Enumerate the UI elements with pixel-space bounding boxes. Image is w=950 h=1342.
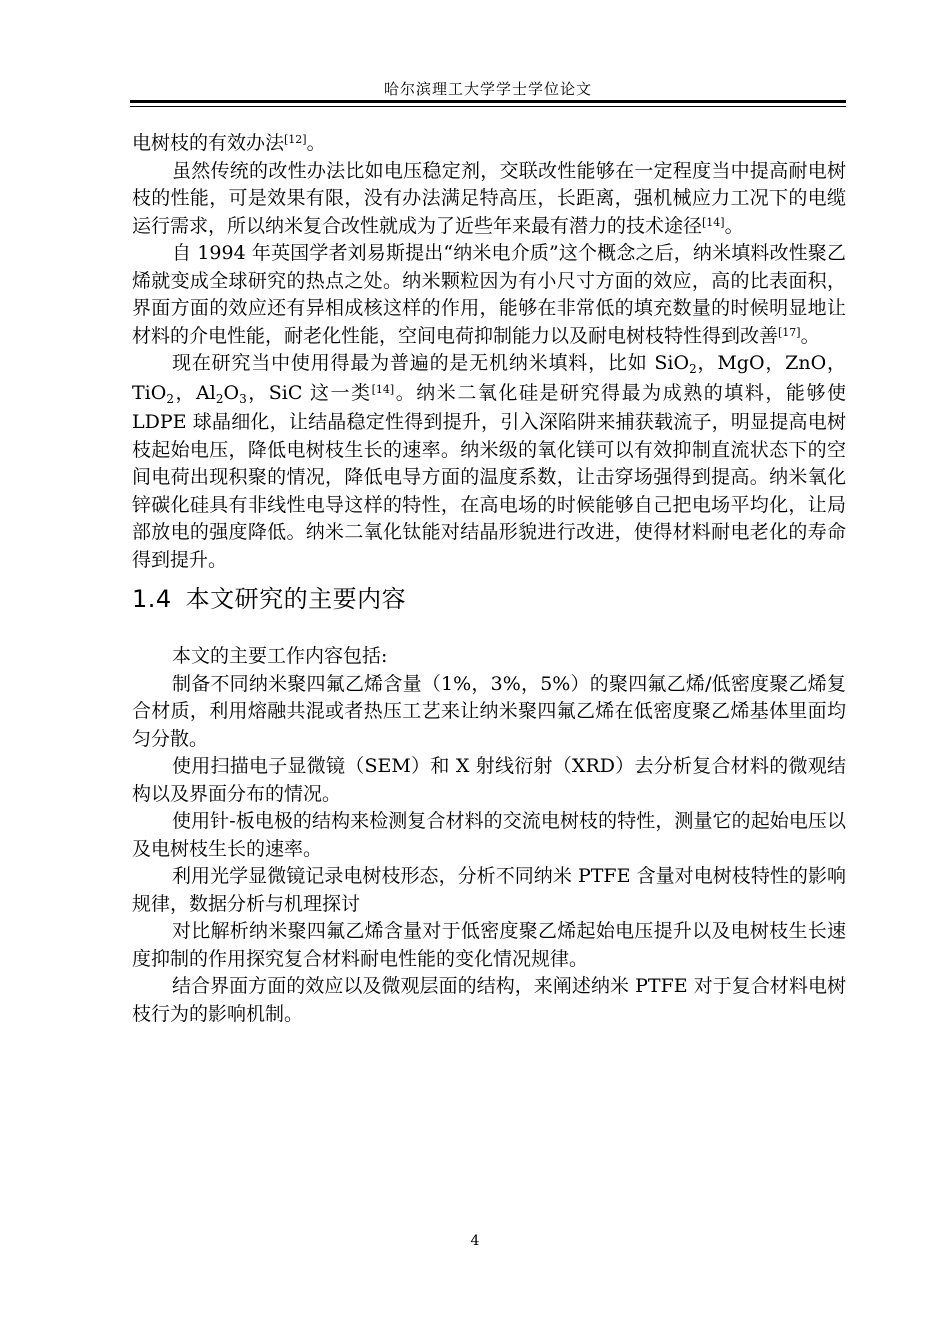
paragraph: 虽然传统的改性办法比如电压稳定剂，交联改性能够在一定程度当中提高耐电树枝的性能，可是效果有限，没有办法满足特高压，长距离，强机械应力工况下的电缆运行需求，所以纳米复合改性就成为了近些年来最有潜力的技术途径[14]。 [132,159,846,237]
citation: [12] [284,133,307,146]
header-rule-thick [130,100,846,103]
section-title: 本文研究的主要内容 [185,585,407,613]
body-text [132,130,846,1028]
page-number: 4 [470,1233,480,1249]
header-rule-thin [130,106,846,107]
paragraph: 自 1994 年英国学者刘易斯提出“纳米电介质”这个概念之后，纳米填料改性聚乙烯就变成全球研究的热点之处。纳米颗粒因为有小尺寸方面的效应，高的比表面积，界面方面的效应还有异相成核这样的作用，能够在非常低的填充数量的时候明显地让材料的介电性能，耐老化性能，空间电荷抑制能力以及耐电树枝特性得到改善[17]。 [132,242,846,347]
citation: [14] [702,215,725,229]
list-item: 本文的主要工作内容包括: [172,645,388,667]
section-number: 1.4 [132,585,172,613]
list-item: 利用光学显微镜记录电树枝形态，分析不同纳米 PTFE 含量对电树枝特性的影响规律，数据分析与机理探讨 [132,865,846,915]
citation: [17] [778,325,801,339]
paragraph: 电树枝的有效办法[12]。 [132,132,326,154]
list-item: 制备不同纳米聚四氟乙烯含量（1%，3%，5%）的聚四氟乙烯/低密度聚乙烯复合材质，利用熔融共混或者热压工艺来让纳米聚四氟乙烯在低密度聚乙烯基体里面均匀分散。 [132,672,846,750]
section-heading [132,582,846,616]
list-item: 使用扫描电子显微镜（SEM）和 X 射线衍射（XRD）去分析复合材料的微观结构以及界面分布的情况。 [132,755,846,805]
paragraph: 现在研究当中使用得最为普遍的是无机纳米填料，比如 SiO$_2$，MgO，ZnO，TiO$_2$，$Al_2O_3$，SiC 这一类[14]。纳米二氧化硅是研究得最为成熟的填料，能够使 LDPE 球晶细化，让结晶稳定性得到提升，引入深陷阱来捕获载流子，明显提高电树枝起始电压，降低电树枝生长的速率。纳米级的氧化镁可以有效抑制直流状态下的空间电荷出现积聚的情况，降低电导方面的温度系数，让击穿场强得到提高。纳米氧化锌碳化硅具有非线性电导这样的特性，在高电场的时候能够自己把电场平均化，让局部放电的强度降低。纳米二氧化钛能对结晶形貌进行改进，使得材料耐电老化的寿命得到提升。 [132,352,846,571]
running-header: 哈尔滨理工大学学士学位论文 [383,80,592,98]
list-item: 结合界面方面的效应以及微观层面的结构，来阐述纳米 PTFE 对于复合材料电树枝行为的影响机制。 [132,975,846,1025]
citation: [14] [371,382,395,396]
list-item: 使用针-板电极的结构来检测复合材料的交流电树枝的特性，测量它的起始电压以及电树枝生长的速率。 [132,810,846,860]
list-item: 对比解析纳米聚四氟乙烯含量对于低密度聚乙烯起始电压提升以及电树枝生长速度抑制的作用探究复合材料耐电性能的变化情况规律。 [132,920,846,970]
